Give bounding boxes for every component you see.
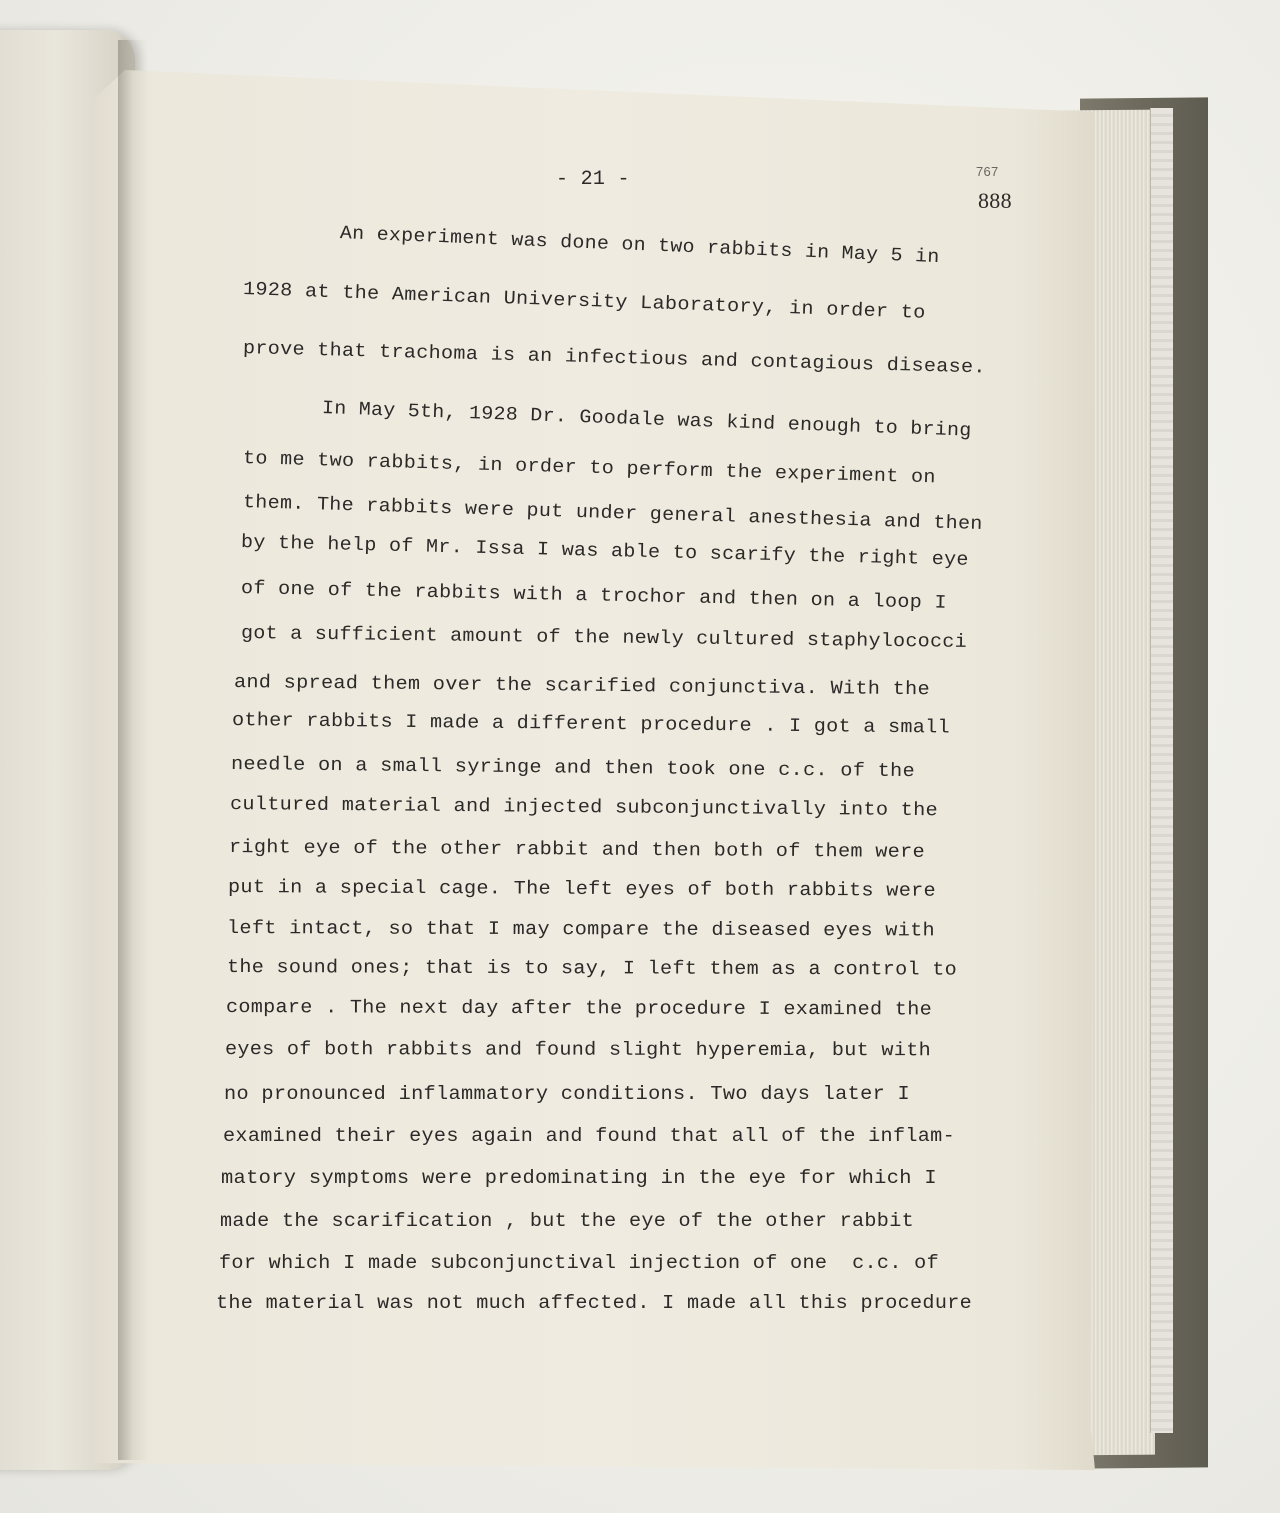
text-line: 1928 at the American University Laboratory, in order to (242, 278, 926, 324)
text-line: the sound ones; that is to say, I left them as a control to (226, 956, 958, 981)
text-line: In May 5th, 1928 Dr. Goodale was kind enough to bring (321, 397, 972, 442)
text-line: put in a special cage. The left eyes of both rabbits were (227, 876, 937, 902)
text-line: examined their eyes again and found that all of the inflam- (223, 1125, 955, 1147)
text-line: them. The rabbits were put under general anesthesia and then (242, 491, 984, 535)
text-line: of one of the rabbits with a trochor and then on a loop I (240, 577, 948, 614)
text-line: got a sufficient amount of the newly cultured staphylococci (240, 622, 968, 653)
text-line: left intact, so that I may compare the diseased eyes with (226, 917, 936, 942)
folio-number: 888 (978, 188, 1012, 213)
text-line: other rabbits I made a different procedure . I got a small (231, 709, 951, 739)
pencil-folio-number: 767 (976, 164, 999, 179)
text-line: needle on a small syringe and then took one c.c. of the (230, 753, 916, 783)
text-line: made the scarification , but the eye of the other rabbit (220, 1210, 914, 1232)
text-line: matory symptoms were predominating in the eye for which I (221, 1167, 937, 1189)
text-line: and spread them over the scarified conjunctiva. With the (233, 671, 931, 701)
text-line: right eye of the other rabbit and then both of them were (228, 836, 926, 863)
text-line: by the help of Mr. Issa I was able to scarify the right eye (240, 531, 970, 571)
text-line: to me two rabbits, in order to perform the experiment on (242, 447, 937, 489)
page-number: - 21 - (556, 168, 630, 191)
text-line: the material was not much affected. I made all this procedure (216, 1292, 973, 1314)
book-gutter-shadow (118, 40, 148, 1460)
text-line: compare . The next day after the procedure I examined the (225, 996, 933, 1021)
text-line: cultured material and injected subconjunctivally into the (229, 793, 939, 822)
text-line: for which I made subconjunctival injection of one c.c. of (219, 1252, 940, 1274)
text-line: eyes of both rabbits and found slight hyperemia, but with (224, 1038, 932, 1062)
text-line: An experiment was done on two rabbits in May 5 in (339, 222, 940, 269)
text-line: prove that trachoma is an infectious and contagious disease. (242, 337, 987, 379)
marbled-endpaper (1150, 108, 1173, 1433)
text-line: no pronounced inflammatory conditions. Two days later I (224, 1083, 910, 1105)
